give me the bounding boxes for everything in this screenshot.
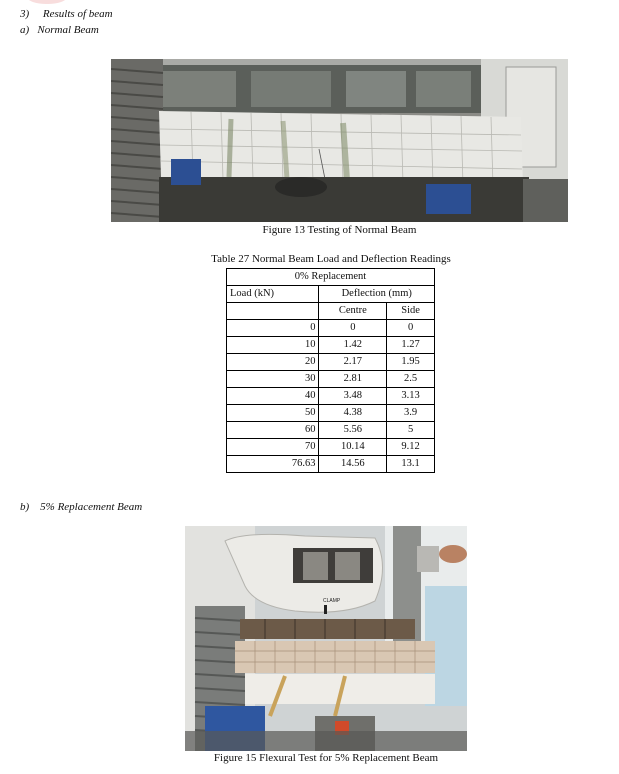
load-deflection-table xyxy=(226,268,435,473)
figure15-caption: Figure 15 Flexural Test for 5% Replacement Beam xyxy=(213,752,439,764)
load-cell: 30 xyxy=(227,371,319,388)
table-row xyxy=(227,422,435,439)
group-header: 0% Replacement xyxy=(227,269,435,286)
load-cell: 60 xyxy=(227,422,319,439)
table-row xyxy=(227,439,435,456)
table-header-row xyxy=(227,269,435,286)
table-row xyxy=(227,456,435,473)
centre-cell: 14.56 xyxy=(319,456,387,473)
table-row xyxy=(227,388,435,405)
figure13-caption: Figure 13 Testing of Normal Beam xyxy=(262,224,417,236)
side-cell: 0 xyxy=(387,320,435,337)
replacement-beam-photo xyxy=(185,526,467,751)
centre-cell: 2.81 xyxy=(319,371,387,388)
side-cell: 5 xyxy=(387,422,435,439)
centre-cell: 0 xyxy=(319,320,387,337)
corner-mark xyxy=(27,0,67,4)
load-cell: 70 xyxy=(227,439,319,456)
load-cell: 10 xyxy=(227,337,319,354)
section-heading: 3) Results of beam xyxy=(20,8,113,20)
side-cell: 1.27 xyxy=(387,337,435,354)
replacement-beam-heading: b) 5% Replacement Beam xyxy=(20,501,143,513)
load-header: Load (kN) xyxy=(227,286,319,303)
side-cell: 1.95 xyxy=(387,354,435,371)
side-cell: 3.9 xyxy=(387,405,435,422)
centre-cell: 4.38 xyxy=(319,405,387,422)
centre-header: Centre xyxy=(319,303,387,320)
normal-beam-heading: a) Normal Beam xyxy=(20,24,99,36)
table-row xyxy=(227,320,435,337)
side-cell: 13.1 xyxy=(387,456,435,473)
side-header: Side xyxy=(387,303,435,320)
table-row xyxy=(227,354,435,371)
deflection-header: Deflection (mm) xyxy=(319,286,435,303)
centre-cell: 5.56 xyxy=(319,422,387,439)
side-cell: 3.13 xyxy=(387,388,435,405)
table-caption: Table 27 Normal Beam Load and Deflection Readings xyxy=(211,253,451,265)
load-cell: 20 xyxy=(227,354,319,371)
clamp-label: CLAMP xyxy=(323,598,341,604)
table-header-row xyxy=(227,286,435,303)
table-row xyxy=(227,405,435,422)
table-header-row xyxy=(227,303,435,320)
centre-cell: 2.17 xyxy=(319,354,387,371)
side-cell: 9.12 xyxy=(387,439,435,456)
load-cell: 50 xyxy=(227,405,319,422)
centre-cell: 3.48 xyxy=(319,388,387,405)
load-cell: 76.63 xyxy=(227,456,319,473)
load-cell: 40 xyxy=(227,388,319,405)
centre-cell: 10.14 xyxy=(319,439,387,456)
empty-cell xyxy=(227,303,319,320)
normal-beam-photo xyxy=(111,59,568,222)
table-row xyxy=(227,371,435,388)
centre-cell: 1.42 xyxy=(319,337,387,354)
table-row xyxy=(227,337,435,354)
side-cell: 2.5 xyxy=(387,371,435,388)
load-cell: 0 xyxy=(227,320,319,337)
